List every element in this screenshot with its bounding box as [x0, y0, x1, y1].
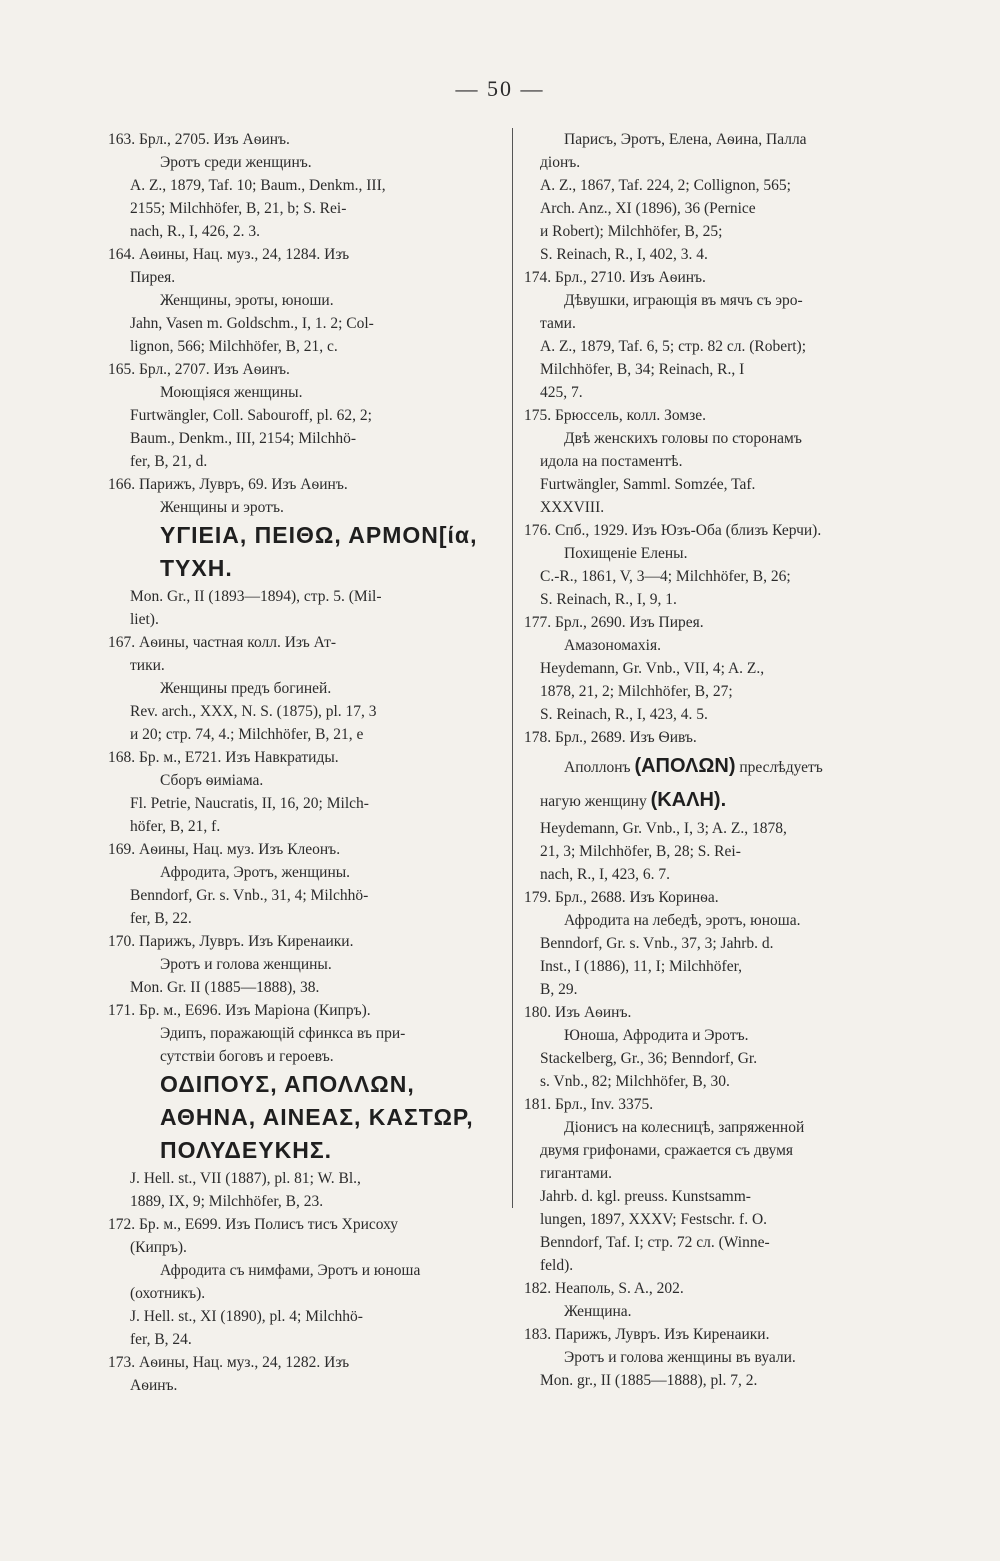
text-line: С.-R., 1861, V, 3—4; Milchhöfer, B, 26; — [540, 568, 791, 585]
text-line: Афродита, Эротъ, женщины. — [160, 864, 351, 881]
text-line: двумя грифонами, сражается съ двумя — [540, 1142, 794, 1159]
catalog-entry-heading: 181. Брл., Inv. 3375. — [524, 1096, 654, 1113]
text-line: и Robert); Milchhöfer, B, 25; — [540, 223, 723, 240]
text-line: fer, B, 22. — [130, 910, 192, 927]
text-line: Моющіяся женщины. — [160, 384, 303, 401]
catalog-entry-heading: 165. Брл., 2707. Изъ Аѳинъ. — [108, 361, 290, 378]
greek-inscription-inline: (ΚΑΛΗ). — [650, 789, 727, 811]
text-line: A. Z., 1879, Taf. 6, 5; стр. 82 сл. (Robert); — [540, 338, 807, 355]
text-line: (охотникъ). — [130, 1285, 206, 1302]
text-line: Амазономахія. — [564, 637, 661, 654]
text-line: (Кипръ). — [130, 1239, 187, 1256]
text-span: Аполлонъ — [564, 759, 635, 776]
text-line: 1878, 21, 2; Milchhöfer, B, 27; — [540, 683, 733, 700]
text-line: Rev. arch., XXX, N. S. (1875), pl. 17, 3 — [130, 703, 377, 720]
catalog-entry-heading: 178. Брл., 2689. Изъ Ѳивъ. — [524, 729, 697, 746]
text-line: J. Hell. st., XI (1890), pl. 4; Milchhö- — [130, 1308, 363, 1325]
catalog-entry-heading: 167. Аѳины, частная колл. Изъ Ат- — [108, 634, 337, 651]
text-line: Inst., I (1886), 11, I; Milchhöfer, — [540, 958, 742, 975]
text-line: Эротъ среди женщинъ. — [160, 154, 312, 171]
text-line: Heydemann, Gr. Vnb., I, 3; A. Z., 1878, — [540, 820, 787, 837]
text-line: nach, R., I, 423, 6. 7. — [540, 866, 671, 883]
text-line: Jahn, Vasen m. Goldschm., I, 1. 2; Col- — [130, 315, 374, 332]
text-line: Benndorf, Taf. I; стр. 72 сл. (Winne- — [540, 1234, 770, 1251]
text-line: XXXVIII. — [540, 499, 605, 516]
text-line: Діонисъ на колесницѣ, запряженной — [564, 1119, 805, 1136]
text-line: Парисъ, Эротъ, Елена, Аѳина, Палла — [564, 131, 807, 148]
catalog-entry-heading: 166. Парижъ, Лувръ, 69. Изъ Аѳинъ. — [108, 476, 348, 493]
text-line: Mon. Gr. II (1885—1888), 38. — [130, 979, 320, 996]
text-line: Benndorf, Gr. s. Vnb., 31, 4; Milchhö- — [130, 887, 369, 904]
text-line: Эротъ и голова женщины. — [160, 956, 332, 973]
text-line: Fl. Petrie, Naucratis, II, 16, 20; Milch- — [130, 795, 369, 812]
text-line: Эдипъ, поражающій сфинкса въ при- — [160, 1025, 406, 1042]
catalog-entry-heading: 180. Изъ Аѳинъ. — [524, 1004, 632, 1021]
catalog-entry-heading: 177. Брл., 2690. Изъ Пирея. — [524, 614, 704, 631]
catalog-entry-heading: 171. Бр. м., E696. Изъ Маріона (Кипръ). — [108, 1002, 371, 1019]
text-line: Афродита на лебедѣ, эротъ, юноша. — [564, 912, 801, 929]
text-line: Mon. Gr., II (1893—1894), стр. 5. (Mil- — [130, 588, 382, 605]
text-line: Афродита съ нимфами, Эротъ и юноша — [160, 1262, 421, 1279]
text-line: и 20; стр. 74, 4.; Milchhöfer, B, 21, e — [130, 726, 364, 743]
catalog-entry-heading: 173. Аѳины, Нац. муз., 24, 1282. Изъ — [108, 1354, 350, 1371]
text-line: тами. — [540, 315, 576, 332]
text-line: fer, B, 24. — [130, 1331, 192, 1348]
text-line: Arch. Anz., XI (1896), 36 (Pernice — [540, 200, 756, 217]
text-line: 425, 7. — [540, 384, 583, 401]
catalog-entry-heading: 183. Парижъ, Лувръ. Изъ Киренаики. — [524, 1326, 770, 1343]
text-line: 1889, IX, 9; Milchhöfer, B, 23. — [130, 1193, 324, 1210]
greek-inscription: ΥΓΙΕΙΑ, ΠΕΙΘΩ, ΑΡΜΟΝ[ία, — [160, 522, 478, 548]
left-column — [108, 128, 508, 1397]
text-line: fer, B, 21, d. — [130, 453, 208, 470]
text-line: Mon. gr., II (1885—1888), pl. 7, 2. — [540, 1372, 758, 1389]
greek-inscription: ΟΔΙΠΟΥΣ, ΑΠΟΛΛΩΝ, — [160, 1071, 415, 1097]
text-line: Дѣвушки, играющія въ мячъ съ эро- — [564, 292, 803, 309]
page-number: — 50 — — [455, 76, 545, 101]
text-line: Milchhöfer, B, 34; Reinach, R., I — [540, 361, 745, 378]
text-line: lignon, 566; Milchhöfer, B, 21, c. — [130, 338, 338, 355]
text-span: нагую женщину — [540, 793, 651, 810]
text-line: A. Z., 1879, Taf. 10; Baum., Denkm., III, — [130, 177, 386, 194]
text-line: J. Hell. st., VII (1887), pl. 81; W. Bl., — [130, 1170, 361, 1187]
text-line: Женщины и эротъ. — [160, 499, 284, 516]
text-line: 21, 3; Milchhöfer, B, 28; S. Rei- — [540, 843, 741, 860]
text-line-with-inscription — [524, 749, 904, 783]
text-line: s. Vnb., 82; Milchhöfer, B, 30. — [540, 1073, 730, 1090]
catalog-entry-heading: 169. Аѳины, Нац. муз. Изъ Клеонъ. — [108, 841, 341, 858]
catalog-entry-heading: 170. Парижъ, Лувръ. Изъ Киренаики. — [108, 933, 354, 950]
text-line: liet). — [130, 611, 159, 628]
text-line: Furtwängler, Samml. Somzée, Taf. — [540, 476, 756, 493]
text-line: 2155; Milchhöfer, B, 21, b; S. Rei- — [130, 200, 347, 217]
text-line: Женщина. — [564, 1303, 632, 1320]
text-line: Сборъ ѳиміама. — [160, 772, 264, 789]
text-line: Heydemann, Gr. Vnb., VII, 4; A. Z., — [540, 660, 765, 677]
text-line: Юноша, Афродита и Эротъ. — [564, 1027, 749, 1044]
right-column — [524, 128, 904, 1392]
catalog-entry-heading: 172. Бр. м., E699. Изъ Полисъ тисъ Хрисоху — [108, 1216, 399, 1233]
catalog-entry-heading: 175. Брюссель, колл. Зомзе. — [524, 407, 707, 424]
column-divider — [512, 128, 513, 1208]
catalog-entry-heading: 168. Бр. м., E721. Изъ Навкратиды. — [108, 749, 339, 766]
text-line: Furtwängler, Coll. Sabouroff, pl. 62, 2; — [130, 407, 372, 424]
catalog-entry-heading: 176. Спб., 1929. Изъ Юзъ-Оба (близъ Керчи). — [524, 522, 822, 539]
text-line: Baum., Denkm., III, 2154; Milchhö- — [130, 430, 357, 447]
text-line: lungen, 1897, XXXV; Festschr. f. O. — [540, 1211, 768, 1228]
text-line: гигантами. — [540, 1165, 613, 1182]
greek-inscription: ΑΘΗΝΑ, ΑΙΝΕΑΣ, ΚΑΣΤΩΡ, — [160, 1104, 474, 1130]
text-line: Benndorf, Gr. s. Vnb., 37, 3; Jahrb. d. — [540, 935, 774, 952]
text-line-with-inscription — [524, 783, 904, 817]
catalog-entry-heading: 174. Брл., 2710. Изъ Аѳинъ. — [524, 269, 706, 286]
text-line: höfer, B, 21, f. — [130, 818, 221, 835]
text-line: сутствіи боговъ и героевъ. — [160, 1048, 334, 1065]
text-line: Аѳинъ. — [130, 1377, 178, 1394]
text-line: S. Reinach, R., I, 423, 4. 5. — [540, 706, 708, 723]
text-line: Stackelberg, Gr., 36; Benndorf, Gr. — [540, 1050, 758, 1067]
catalog-entry-heading: 182. Неаполь, S. A., 202. — [524, 1280, 684, 1297]
text-line: Эротъ и голова женщины въ вуали. — [564, 1349, 796, 1366]
greek-inscription: ΠΟΛΥΔΕΥΚΗΣ. — [160, 1137, 333, 1163]
text-line: A. Z., 1867, Taf. 224, 2; Collignon, 565; — [540, 177, 791, 194]
text-line: Женщины предъ богиней. — [160, 680, 332, 697]
text-line: S. Reinach, R., I, 402, 3. 4. — [540, 246, 708, 263]
text-line: Jahrb. d. kgl. preuss. Kunstsamm- — [540, 1188, 751, 1205]
text-line: Пирея. — [130, 269, 176, 286]
greek-inscription: ΤΥΧΗ. — [160, 555, 233, 581]
text-line: Двѣ женскихъ головы по сторонамъ — [564, 430, 802, 447]
text-line: діонъ. — [540, 154, 581, 171]
catalog-entry-heading: 164. Аѳины, Нац. муз., 24, 1284. Изъ — [108, 246, 350, 263]
text-line: тики. — [130, 657, 165, 674]
text-line: Женщины, эроты, юноши. — [160, 292, 334, 309]
text-line: S. Reinach, R., I, 9, 1. — [540, 591, 677, 608]
text-line: B, 29. — [540, 981, 578, 998]
text-line: Похищеніе Елены. — [564, 545, 688, 562]
text-span: преслѣдуетъ — [735, 759, 823, 776]
catalog-entry-heading: 179. Брл., 2688. Изъ Коринѳа. — [524, 889, 719, 906]
greek-inscription-inline: (ΑΠΟΛΩΝ) — [634, 755, 736, 777]
text-line: идола на постаментѣ. — [540, 453, 683, 470]
catalog-entry-heading: 163. Брл., 2705. Изъ Аѳинъ. — [108, 131, 290, 148]
text-line: feld). — [540, 1257, 574, 1274]
text-line: nach, R., I, 426, 2. 3. — [130, 223, 261, 240]
